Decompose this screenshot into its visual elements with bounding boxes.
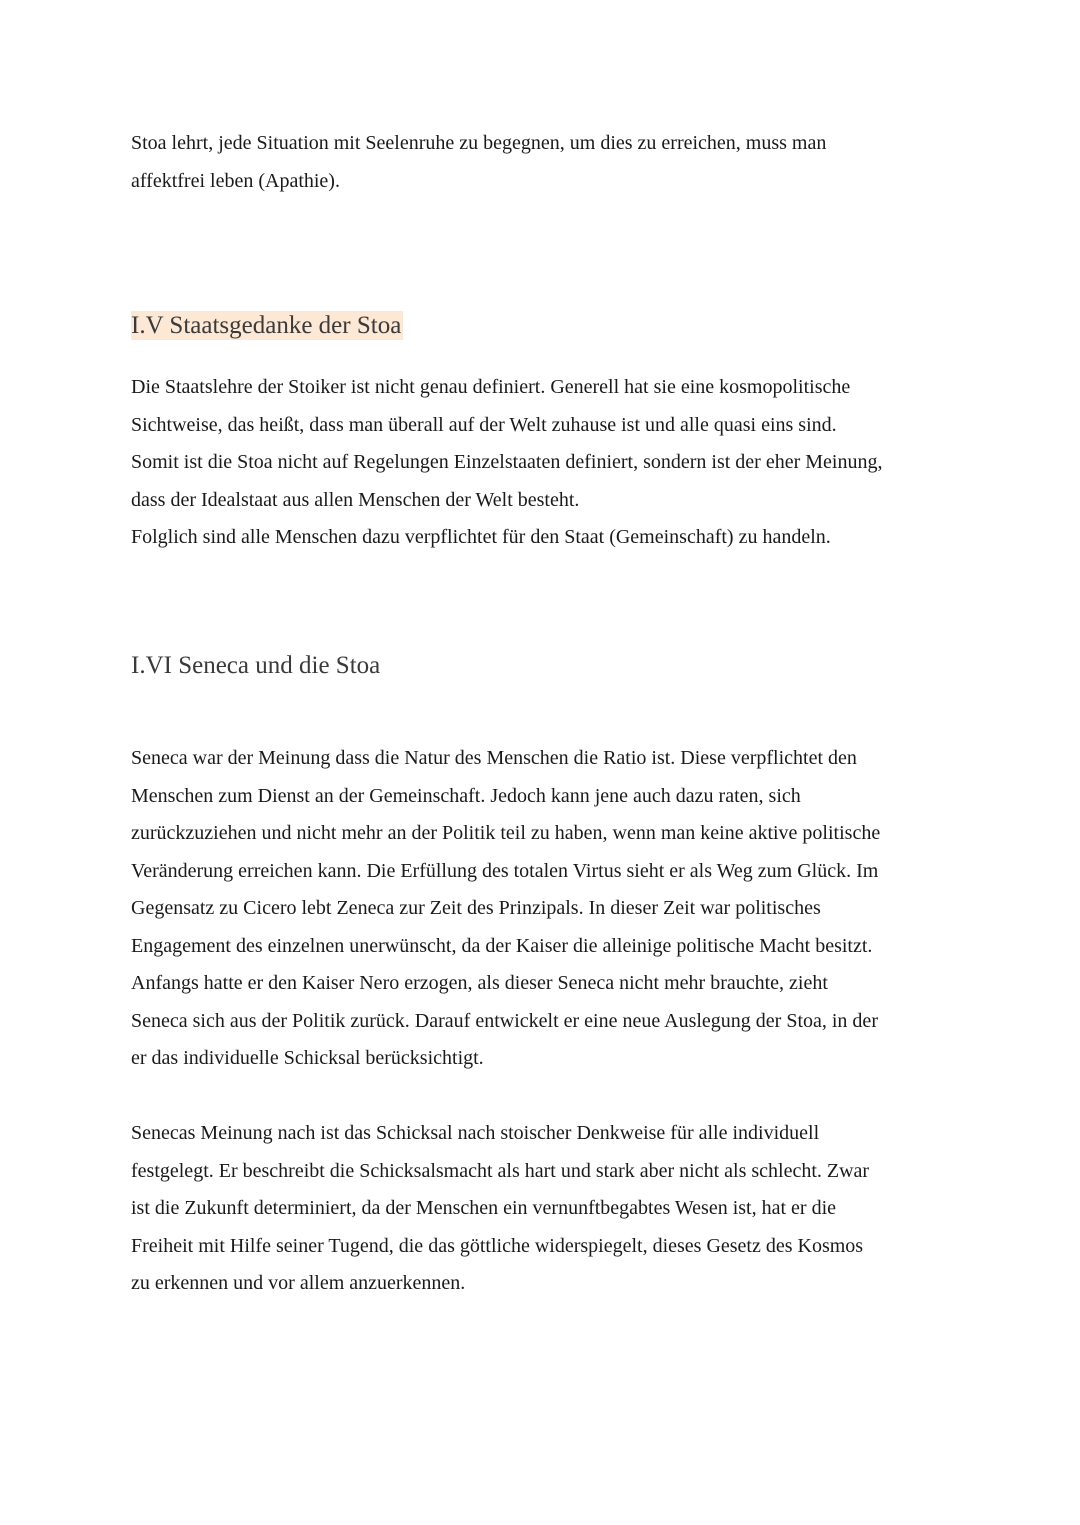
text-line: Die Staatslehre der Stoiker ist nicht genau definiert. Generell hat sie eine kosmopolitische [131,376,851,398]
text-line: er das individuelle Schicksal berücksichtigt. [131,1047,484,1069]
text-line: Seneca war der Meinung dass die Natur des Menschen die Ratio ist. Diese verpflichtet den [131,747,857,769]
text-line: Freiheit mit Hilfe seiner Tugend, die das göttliche widerspiegelt, dieses Gesetz des Kosmos [131,1234,864,1257]
text-line: Senecas Meinung nach ist das Schicksal nach stoischer Denkweise für alle individuell [131,1122,820,1144]
text-line: Seneca sich aus der Politik zurück. Darauf entwickelt er eine neue Auslegung der Stoa, in der [131,1009,878,1032]
section-6-heading-wrap [131,650,961,682]
text-line: Sichtweise, das heißt, dass man überall auf der Welt zuhause ist und alle quasi eins sind. [131,413,837,436]
section-heading: I.VI Seneca und die Stoa [131,652,381,679]
text-line: Menschen zum Dienst an der Gemeinschaft. Jedoch kann jene auch dazu raten, sich [131,784,801,807]
text-line: Anfangs hatte er den Kaiser Nero erzogen, als dieser Seneca nicht mehr brauchte, zieht [131,972,828,994]
section-heading [131,310,961,342]
text-line: dass der Idealstaat aus allen Menschen der Welt besteht. [131,488,580,511]
text-line: Veränderung erreichen kann. Die Erfüllung des totalen Virtus sieht er als Weg zum Glück. Im [131,859,879,882]
section-5-paragraph [131,369,961,557]
text-line: Engagement des einzelnen unerwünscht, da der Kaiser die alleinige politische Macht besitzt. [131,934,873,957]
text-line: festgelegt. Er beschreibt die Schicksalsmacht als hart und stark aber nicht als schlecht. Zwar [131,1159,870,1182]
text-line: affektfrei leben (Apathie). [131,169,340,192]
section-6-paragraph-1 [131,740,961,1078]
text-line: zurückzuziehen und nicht mehr an der Politik teil zu haben, wenn man keine aktive politische [131,822,881,844]
text-line: Somit ist die Stoa nicht auf Regelungen Einzelstaaten definiert, sondern ist der eher Meinung, [131,451,883,473]
text-line: Stoa lehrt, jede Situation mit Seelenruhe zu begegnen, um dies zu erreichen, muss man [131,132,827,154]
text-line: zu erkennen und vor allem anzuerkennen. [131,1272,466,1294]
highlighted-heading-text: I.V Staatsgedanke der Stoa [131,312,402,339]
text-line: ist die Zukunft determiniert, da der Menschen ein vernunftbegabtes Wesen ist, hat er die [131,1197,837,1219]
section-6-paragraph-2 [131,1115,961,1303]
text-line: Folglich sind alle Menschen dazu verpflichtet für den Staat (Gemeinschaft) zu handeln. [131,526,831,548]
intro-paragraph [131,125,961,200]
text-line: Gegensatz zu Cicero lebt Zeneca zur Zeit des Prinzipals. In dieser Zeit war politisches [131,897,821,919]
section-5-heading-wrap [131,310,961,342]
